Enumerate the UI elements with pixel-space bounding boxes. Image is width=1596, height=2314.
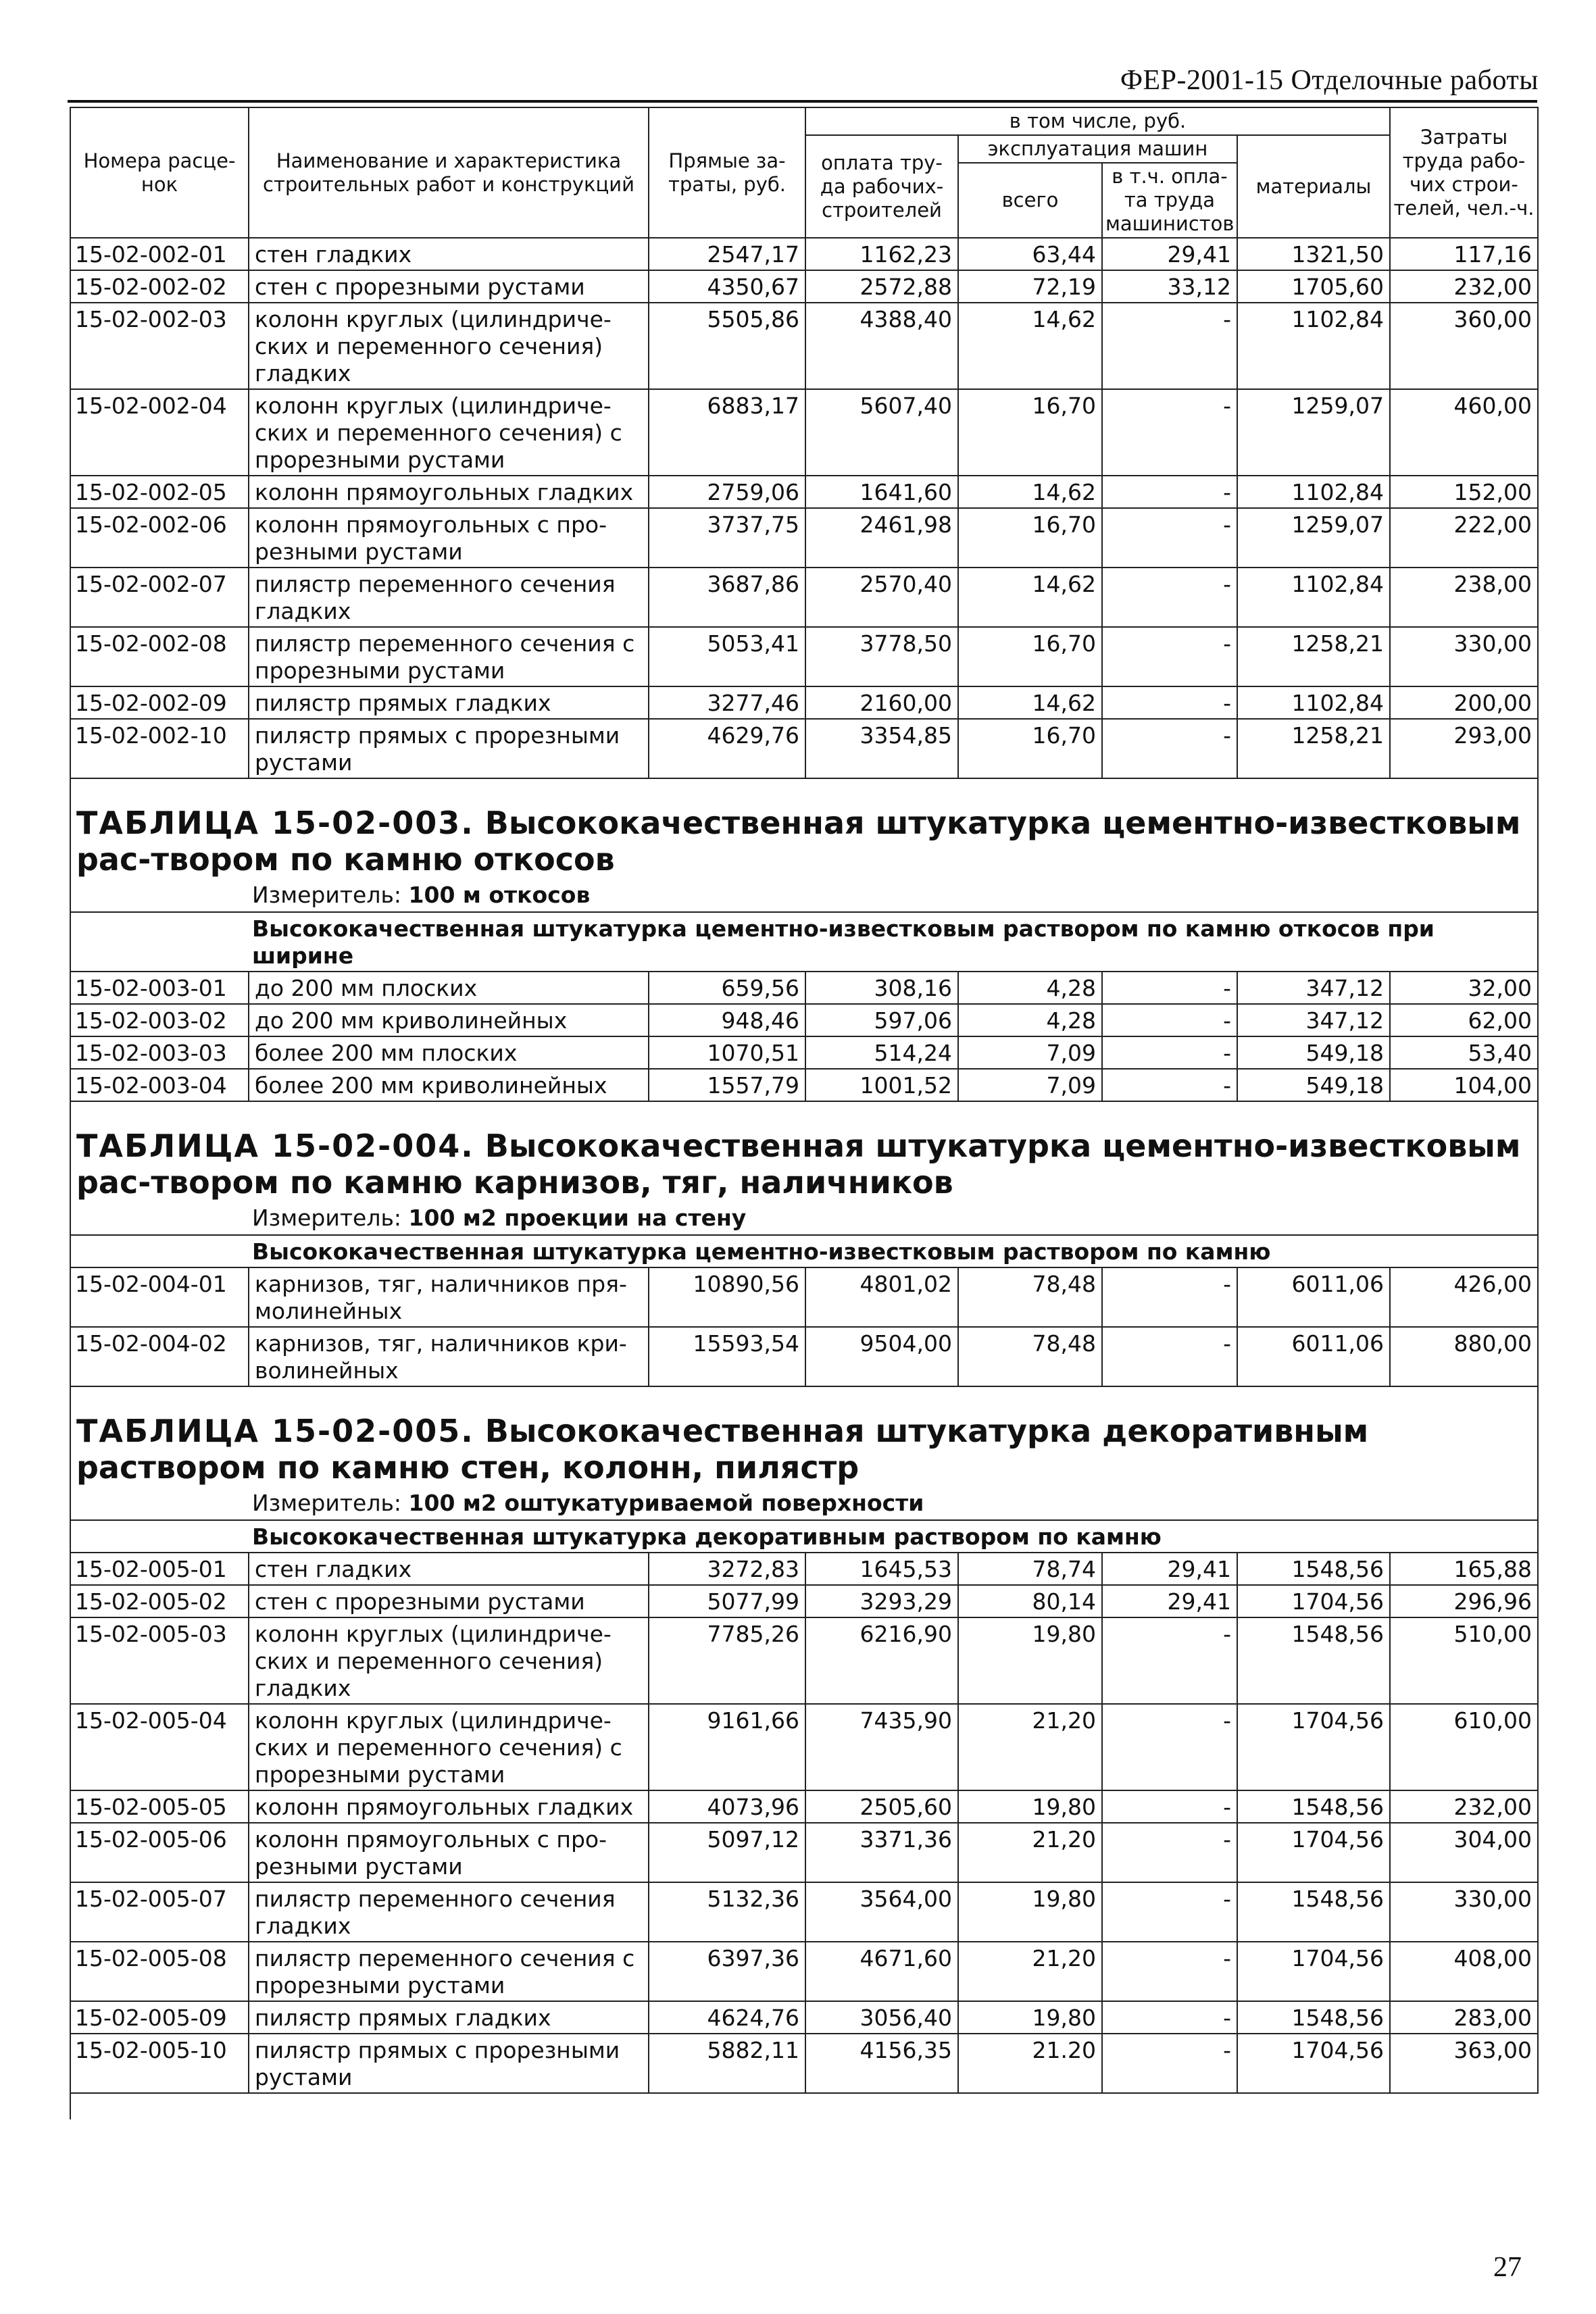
cell-mach-wages: -	[1102, 1882, 1237, 1942]
table-row	[70, 972, 1538, 1004]
cell-name: колонн прямоугольных с про-резными рустами	[249, 508, 649, 568]
cell-labor: 62,00	[1390, 1004, 1538, 1036]
table-row	[70, 508, 1538, 568]
running-head: ФЕР-2001-15 Отделочные работы	[1120, 65, 1539, 96]
cell-code: 15-02-002-07	[70, 568, 249, 627]
cell-labor: 222,00	[1390, 508, 1538, 568]
cell-mach-wages: -	[1102, 1267, 1237, 1327]
meter	[70, 1488, 1538, 1520]
cell-mach-total: 63,44	[958, 238, 1102, 270]
cell-mach-wages: -	[1102, 2001, 1237, 2034]
cell-materials: 1102,84	[1237, 686, 1390, 719]
meter-value: 100 м2 проекции на стену	[408, 1205, 747, 1231]
table-row	[70, 1790, 1538, 1823]
header-machines-total: всего	[958, 163, 1102, 238]
header-code: Номера расце-нок	[70, 107, 249, 238]
table-row	[70, 476, 1538, 508]
cell-labor: 510,00	[1390, 1617, 1538, 1704]
table-row	[70, 719, 1538, 778]
section-gap	[70, 1101, 1538, 1122]
section-label: ТАБЛИЦА 15-02-003.	[76, 805, 474, 841]
section-title	[70, 1122, 1538, 1203]
cell-mach-wages: -	[1102, 508, 1237, 568]
cell-wages: 5607,40	[805, 389, 958, 476]
cell-wages: 3056,40	[805, 2001, 958, 2034]
cell-labor: 152,00	[1390, 476, 1538, 508]
cell-mach-wages: 29,41	[1102, 1585, 1237, 1617]
cell-code: 15-02-005-03	[70, 1617, 249, 1704]
cell-code: 15-02-002-08	[70, 627, 249, 686]
cell-materials: 347,12	[1237, 972, 1390, 1004]
cell-mach-total: 78,74	[958, 1553, 1102, 1585]
cell-mach-wages: -	[1102, 303, 1237, 389]
cell-materials: 1258,21	[1237, 719, 1390, 778]
table-row	[70, 568, 1538, 627]
cell-materials: 549,18	[1237, 1069, 1390, 1101]
group-row	[70, 1235, 1538, 1267]
cell-mach-wages: 29,41	[1102, 1553, 1237, 1585]
cell-mach-wages: -	[1102, 2034, 1237, 2093]
cell-direct: 1557,79	[649, 1069, 805, 1101]
table-row	[70, 1942, 1538, 2001]
cell-code: 15-02-003-01	[70, 972, 249, 1004]
cell-labor: 232,00	[1390, 270, 1538, 303]
cell-code: 15-02-002-04	[70, 389, 249, 476]
cell-name: пилястр переменного сечения с прорезными рустами	[249, 627, 649, 686]
cell-labor: 200,00	[1390, 686, 1538, 719]
gap-cell	[70, 1101, 249, 1122]
meter-row	[70, 1203, 1538, 1235]
cell-wages: 4801,02	[805, 1267, 958, 1327]
cell-direct: 659,56	[649, 972, 805, 1004]
group-heading: Высококачественная штукатурка цементно-известковым раствором по камню откосов при ширине	[70, 912, 1538, 972]
table-row	[70, 1882, 1538, 1942]
cell-wages: 3354,85	[805, 719, 958, 778]
cell-mach-wages: -	[1102, 1327, 1237, 1386]
page-number: 27	[1493, 2252, 1522, 2283]
cell-labor: 104,00	[1390, 1069, 1538, 1101]
cell-mach-wages: -	[1102, 1004, 1237, 1036]
cell-mach-total: 21,20	[958, 1823, 1102, 1882]
cell-labor: 880,00	[1390, 1327, 1538, 1386]
section-title-text: Высококачественная штукатурка декоративным раствором по камню стен, колонн, пилястр	[76, 1413, 1369, 1486]
meter-value: 100 м откосов	[408, 882, 591, 908]
table-row	[70, 1553, 1538, 1585]
cell-mach-wages: -	[1102, 1823, 1237, 1882]
cell-labor: 53,40	[1390, 1036, 1538, 1069]
cell-materials: 1258,21	[1237, 627, 1390, 686]
end-cell	[249, 2093, 1538, 2119]
cell-name: до 200 мм плоских	[249, 972, 649, 1004]
cell-materials: 1259,07	[1237, 389, 1390, 476]
cell-direct: 5882,11	[649, 2034, 805, 2093]
cell-mach-wages: -	[1102, 1704, 1237, 1790]
table-row	[70, 686, 1538, 719]
cell-name: пилястр прямых гладких	[249, 2001, 649, 2034]
cell-direct: 2759,06	[649, 476, 805, 508]
cell-labor: 293,00	[1390, 719, 1538, 778]
cell-direct: 6397,36	[649, 1942, 805, 2001]
cell-mach-total: 80,14	[958, 1585, 1102, 1617]
cell-mach-total: 4,28	[958, 1004, 1102, 1036]
cell-mach-wages: -	[1102, 719, 1237, 778]
cell-wages: 597,06	[805, 1004, 958, 1036]
cell-direct: 4629,76	[649, 719, 805, 778]
cell-labor: 304,00	[1390, 1823, 1538, 1882]
cell-labor: 283,00	[1390, 2001, 1538, 2034]
header-name: Наименование и характеристика строительных работ и конструкций	[249, 107, 649, 238]
cell-name: стен гладких	[249, 1553, 649, 1585]
cell-wages: 3778,50	[805, 627, 958, 686]
meter-label: Измеритель:	[252, 882, 402, 908]
cell-mach-total: 72,19	[958, 270, 1102, 303]
cell-mach-wages: -	[1102, 627, 1237, 686]
cell-direct: 4073,96	[649, 1790, 805, 1823]
cell-mach-total: 19,80	[958, 1617, 1102, 1704]
cell-name: колонн прямоугольных с про-резными рустами	[249, 1823, 649, 1882]
cell-direct: 5053,41	[649, 627, 805, 686]
cell-mach-wages: -	[1102, 1069, 1237, 1101]
gap-cell	[249, 1101, 1538, 1122]
cell-materials: 1548,56	[1237, 1553, 1390, 1585]
cell-code: 15-02-002-02	[70, 270, 249, 303]
cell-wages: 3293,29	[805, 1585, 958, 1617]
cell-wages: 308,16	[805, 972, 958, 1004]
rates-table	[70, 107, 1539, 2119]
cell-mach-wages: -	[1102, 1942, 1237, 2001]
cell-materials: 6011,06	[1237, 1327, 1390, 1386]
group-heading: Высококачественная штукатурка цементно-известковым раствором по камню	[70, 1235, 1538, 1267]
cell-materials: 1102,84	[1237, 476, 1390, 508]
section-title	[70, 799, 1538, 880]
cell-name: пилястр переменного сечения гладких	[249, 1882, 649, 1942]
table-row	[70, 1267, 1538, 1327]
cell-name: колонн круглых (цилиндриче-ских и переменного сечения) гладких	[249, 303, 649, 389]
cell-mach-total: 7,09	[958, 1036, 1102, 1069]
header-rule	[68, 100, 1537, 103]
cell-wages: 1001,52	[805, 1069, 958, 1101]
cell-mach-total: 78,48	[958, 1267, 1102, 1327]
cell-mach-total: 21,20	[958, 1942, 1102, 2001]
cell-labor: 360,00	[1390, 303, 1538, 389]
cell-code: 15-02-004-01	[70, 1267, 249, 1327]
table-row	[70, 2034, 1538, 2093]
cell-labor: 460,00	[1390, 389, 1538, 476]
cell-name: пилястр прямых гладких	[249, 686, 649, 719]
cell-code: 15-02-005-01	[70, 1553, 249, 1585]
cell-mach-total: 16,70	[958, 508, 1102, 568]
section-label: ТАБЛИЦА 15-02-005.	[76, 1413, 474, 1449]
cell-code: 15-02-005-09	[70, 2001, 249, 2034]
cell-materials: 1704,56	[1237, 1942, 1390, 2001]
cell-wages: 514,24	[805, 1036, 958, 1069]
header-machines: эксплуатация машин	[958, 135, 1237, 163]
cell-materials: 1548,56	[1237, 2001, 1390, 2034]
cell-labor: 32,00	[1390, 972, 1538, 1004]
cell-materials: 6011,06	[1237, 1267, 1390, 1327]
table-row	[70, 1704, 1538, 1790]
cell-mach-total: 16,70	[958, 627, 1102, 686]
table-row	[70, 238, 1538, 270]
cell-direct: 2547,17	[649, 238, 805, 270]
table-row	[70, 1823, 1538, 1882]
cell-mach-total: 14,62	[958, 568, 1102, 627]
cell-materials: 1704,56	[1237, 2034, 1390, 2093]
header-row	[70, 107, 1538, 135]
cell-wages: 6216,90	[805, 1617, 958, 1704]
cell-direct: 10890,56	[649, 1267, 805, 1327]
cell-labor: 610,00	[1390, 1704, 1538, 1790]
header-direct-costs: Прямые за-траты, руб.	[649, 107, 805, 238]
cell-wages: 2160,00	[805, 686, 958, 719]
cell-code: 15-02-005-06	[70, 1823, 249, 1882]
cell-name: пилястр переменного сечения с прорезными рустами	[249, 1942, 649, 2001]
group-row	[70, 1520, 1538, 1553]
cell-wages: 3371,36	[805, 1823, 958, 1882]
cell-name: до 200 мм криволинейных	[249, 1004, 649, 1036]
cell-mach-total: 16,70	[958, 389, 1102, 476]
table-row	[70, 1004, 1538, 1036]
meter	[70, 1203, 1538, 1235]
cell-mach-total: 4,28	[958, 972, 1102, 1004]
cell-materials: 1705,60	[1237, 270, 1390, 303]
cell-name: более 200 мм плоских	[249, 1036, 649, 1069]
cell-name: карнизов, тяг, наличников кри-волинейных	[249, 1327, 649, 1386]
cell-labor: 426,00	[1390, 1267, 1538, 1327]
table-row	[70, 1617, 1538, 1704]
meter-row	[70, 880, 1538, 912]
group-heading: Высококачественная штукатурка декоративным раствором по камню	[70, 1520, 1538, 1553]
table-row	[70, 389, 1538, 476]
meter	[70, 880, 1538, 912]
table-row	[70, 1327, 1538, 1386]
cell-direct: 5132,36	[649, 1882, 805, 1942]
cell-direct: 1070,51	[649, 1036, 805, 1069]
section-gap	[70, 1386, 1538, 1407]
gap-cell	[70, 1386, 249, 1407]
cell-name: пилястр прямых с прорезными рустами	[249, 719, 649, 778]
cell-wages: 9504,00	[805, 1327, 958, 1386]
meter-value: 100 м2 оштукатуриваемой поверхности	[408, 1490, 924, 1516]
header-materials: материалы	[1237, 135, 1390, 238]
cell-mach-total: 19,80	[958, 1790, 1102, 1823]
section-title-text: Высококачественная штукатурка цементно-известковым рас-твором по камню карнизов, тяг, наличников	[76, 1128, 1521, 1201]
table-row	[70, 1069, 1538, 1101]
cell-wages: 1641,60	[805, 476, 958, 508]
cell-mach-total: 16,70	[958, 719, 1102, 778]
cell-mach-total: 19,80	[958, 1882, 1102, 1942]
cell-materials: 1548,56	[1237, 1617, 1390, 1704]
gap-cell	[249, 778, 1538, 799]
cell-direct: 7785,26	[649, 1617, 805, 1704]
cell-mach-wages: 29,41	[1102, 238, 1237, 270]
cell-name: карнизов, тяг, наличников пря-молинейных	[249, 1267, 649, 1327]
cell-code: 15-02-004-02	[70, 1327, 249, 1386]
table-row	[70, 1585, 1538, 1617]
cell-code: 15-02-002-06	[70, 508, 249, 568]
cell-mach-wages: 33,12	[1102, 270, 1237, 303]
cell-direct: 9161,66	[649, 1704, 805, 1790]
cell-direct: 5505,86	[649, 303, 805, 389]
cell-name: колонн прямоугольных гладких	[249, 1790, 649, 1823]
cell-direct: 4624,76	[649, 2001, 805, 2034]
cell-code: 15-02-005-02	[70, 1585, 249, 1617]
cell-name: колонн прямоугольных гладких	[249, 476, 649, 508]
cell-mach-wages: -	[1102, 1617, 1237, 1704]
cell-mach-total: 7,09	[958, 1069, 1102, 1101]
meter-label: Измеритель:	[252, 1490, 402, 1516]
cell-mach-total: 19,80	[958, 2001, 1102, 2034]
cell-direct: 948,46	[649, 1004, 805, 1036]
cell-name: более 200 мм криволинейных	[249, 1069, 649, 1101]
meter-row	[70, 1488, 1538, 1520]
cell-wages: 4671,60	[805, 1942, 958, 2001]
cell-labor: 117,16	[1390, 238, 1538, 270]
cell-direct: 6883,17	[649, 389, 805, 476]
cell-mach-total: 14,62	[958, 686, 1102, 719]
cell-mach-total: 14,62	[958, 303, 1102, 389]
cell-labor: 408,00	[1390, 1942, 1538, 2001]
cell-mach-wages: -	[1102, 1036, 1237, 1069]
cell-materials: 1102,84	[1237, 568, 1390, 627]
section-title-row	[70, 1122, 1538, 1203]
cell-code: 15-02-002-05	[70, 476, 249, 508]
cell-code: 15-02-005-05	[70, 1790, 249, 1823]
header-incl: в том числе, руб.	[805, 107, 1390, 135]
cell-labor: 330,00	[1390, 627, 1538, 686]
cell-wages: 7435,90	[805, 1704, 958, 1790]
cell-wages: 4388,40	[805, 303, 958, 389]
cell-name: колонн круглых (цилиндриче-ских и переменного сечения) с прорезными рустами	[249, 389, 649, 476]
table-row	[70, 2001, 1538, 2034]
group-row	[70, 912, 1538, 972]
section-title-text: Высококачественная штукатурка цементно-известковым рас-твором по камню откосов	[76, 805, 1521, 878]
header-machines-incl: в т.ч. опла-та труда машинистов	[1102, 163, 1237, 238]
cell-mach-total: 21,20	[958, 1704, 1102, 1790]
cell-labor: 363,00	[1390, 2034, 1538, 2093]
cell-name: колонн круглых (цилиндриче-ских и переменного сечения) с прорезными рустами	[249, 1704, 649, 1790]
table-end	[70, 2093, 1538, 2119]
cell-labor: 232,00	[1390, 1790, 1538, 1823]
end-cell	[70, 2093, 249, 2119]
cell-name: стен с прорезными рустами	[249, 270, 649, 303]
cell-wages: 2461,98	[805, 508, 958, 568]
cell-materials: 347,12	[1237, 1004, 1390, 1036]
header-labor: Затраты труда рабо-чих строи-телей, чел.-ч.	[1390, 107, 1538, 238]
table-row	[70, 627, 1538, 686]
cell-wages: 1645,53	[805, 1553, 958, 1585]
cell-code: 15-02-002-01	[70, 238, 249, 270]
cell-name: пилястр прямых с прорезными рустами	[249, 2034, 649, 2093]
cell-name: стен гладких	[249, 238, 649, 270]
cell-materials: 1321,50	[1237, 238, 1390, 270]
table-row	[70, 1036, 1538, 1069]
section-title-row	[70, 1407, 1538, 1488]
cell-code: 15-02-005-10	[70, 2034, 249, 2093]
cell-materials: 1704,56	[1237, 1704, 1390, 1790]
section-title-row	[70, 799, 1538, 880]
cell-code: 15-02-003-03	[70, 1036, 249, 1069]
cell-materials: 1548,56	[1237, 1790, 1390, 1823]
cell-code: 15-02-005-08	[70, 1942, 249, 2001]
cell-materials: 1704,56	[1237, 1823, 1390, 1882]
section-gap	[70, 778, 1538, 799]
cell-direct: 3737,75	[649, 508, 805, 568]
section-label: ТАБЛИЦА 15-02-004.	[76, 1128, 474, 1164]
cell-code: 15-02-002-09	[70, 686, 249, 719]
cell-wages: 1162,23	[805, 238, 958, 270]
rates-table-body	[70, 107, 1538, 2119]
cell-code: 15-02-002-10	[70, 719, 249, 778]
cell-code: 15-02-005-04	[70, 1704, 249, 1790]
cell-wages: 3564,00	[805, 1882, 958, 1942]
cell-labor: 330,00	[1390, 1882, 1538, 1942]
cell-mach-wages: -	[1102, 389, 1237, 476]
gap-cell	[70, 778, 249, 799]
cell-direct: 5077,99	[649, 1585, 805, 1617]
cell-direct: 3687,86	[649, 568, 805, 627]
cell-mach-wages: -	[1102, 568, 1237, 627]
gap-cell	[249, 1386, 1538, 1407]
cell-materials: 549,18	[1237, 1036, 1390, 1069]
cell-materials: 1704,56	[1237, 1585, 1390, 1617]
cell-mach-total: 78,48	[958, 1327, 1102, 1386]
cell-name: пилястр переменного сечения гладких	[249, 568, 649, 627]
cell-code: 15-02-002-03	[70, 303, 249, 389]
cell-direct: 3277,46	[649, 686, 805, 719]
cell-wages: 2572,88	[805, 270, 958, 303]
cell-mach-wages: -	[1102, 972, 1237, 1004]
cell-direct: 4350,67	[649, 270, 805, 303]
cell-name: колонн круглых (цилиндриче-ских и переменного сечения) гладких	[249, 1617, 649, 1704]
cell-direct: 5097,12	[649, 1823, 805, 1882]
cell-mach-total: 21.20	[958, 2034, 1102, 2093]
cell-labor: 296,96	[1390, 1585, 1538, 1617]
cell-materials: 1102,84	[1237, 303, 1390, 389]
meter-label: Измеритель:	[252, 1205, 402, 1231]
cell-direct: 3272,83	[649, 1553, 805, 1585]
cell-direct: 15593,54	[649, 1327, 805, 1386]
table-row	[70, 270, 1538, 303]
table-row	[70, 303, 1538, 389]
section-title	[70, 1407, 1538, 1488]
cell-materials: 1259,07	[1237, 508, 1390, 568]
cell-labor: 165,88	[1390, 1553, 1538, 1585]
cell-code: 15-02-003-04	[70, 1069, 249, 1101]
cell-code: 15-02-003-02	[70, 1004, 249, 1036]
cell-mach-wages: -	[1102, 476, 1237, 508]
cell-materials: 1548,56	[1237, 1882, 1390, 1942]
cell-wages: 4156,35	[805, 2034, 958, 2093]
cell-mach-wages: -	[1102, 686, 1237, 719]
cell-mach-wages: -	[1102, 1790, 1237, 1823]
cell-wages: 2570,40	[805, 568, 958, 627]
cell-wages: 2505,60	[805, 1790, 958, 1823]
cell-name: стен с прорезными рустами	[249, 1585, 649, 1617]
cell-labor: 238,00	[1390, 568, 1538, 627]
header-wages: оплата тру-да рабочих-строителей	[805, 135, 958, 238]
cell-mach-total: 14,62	[958, 476, 1102, 508]
cell-code: 15-02-005-07	[70, 1882, 249, 1942]
